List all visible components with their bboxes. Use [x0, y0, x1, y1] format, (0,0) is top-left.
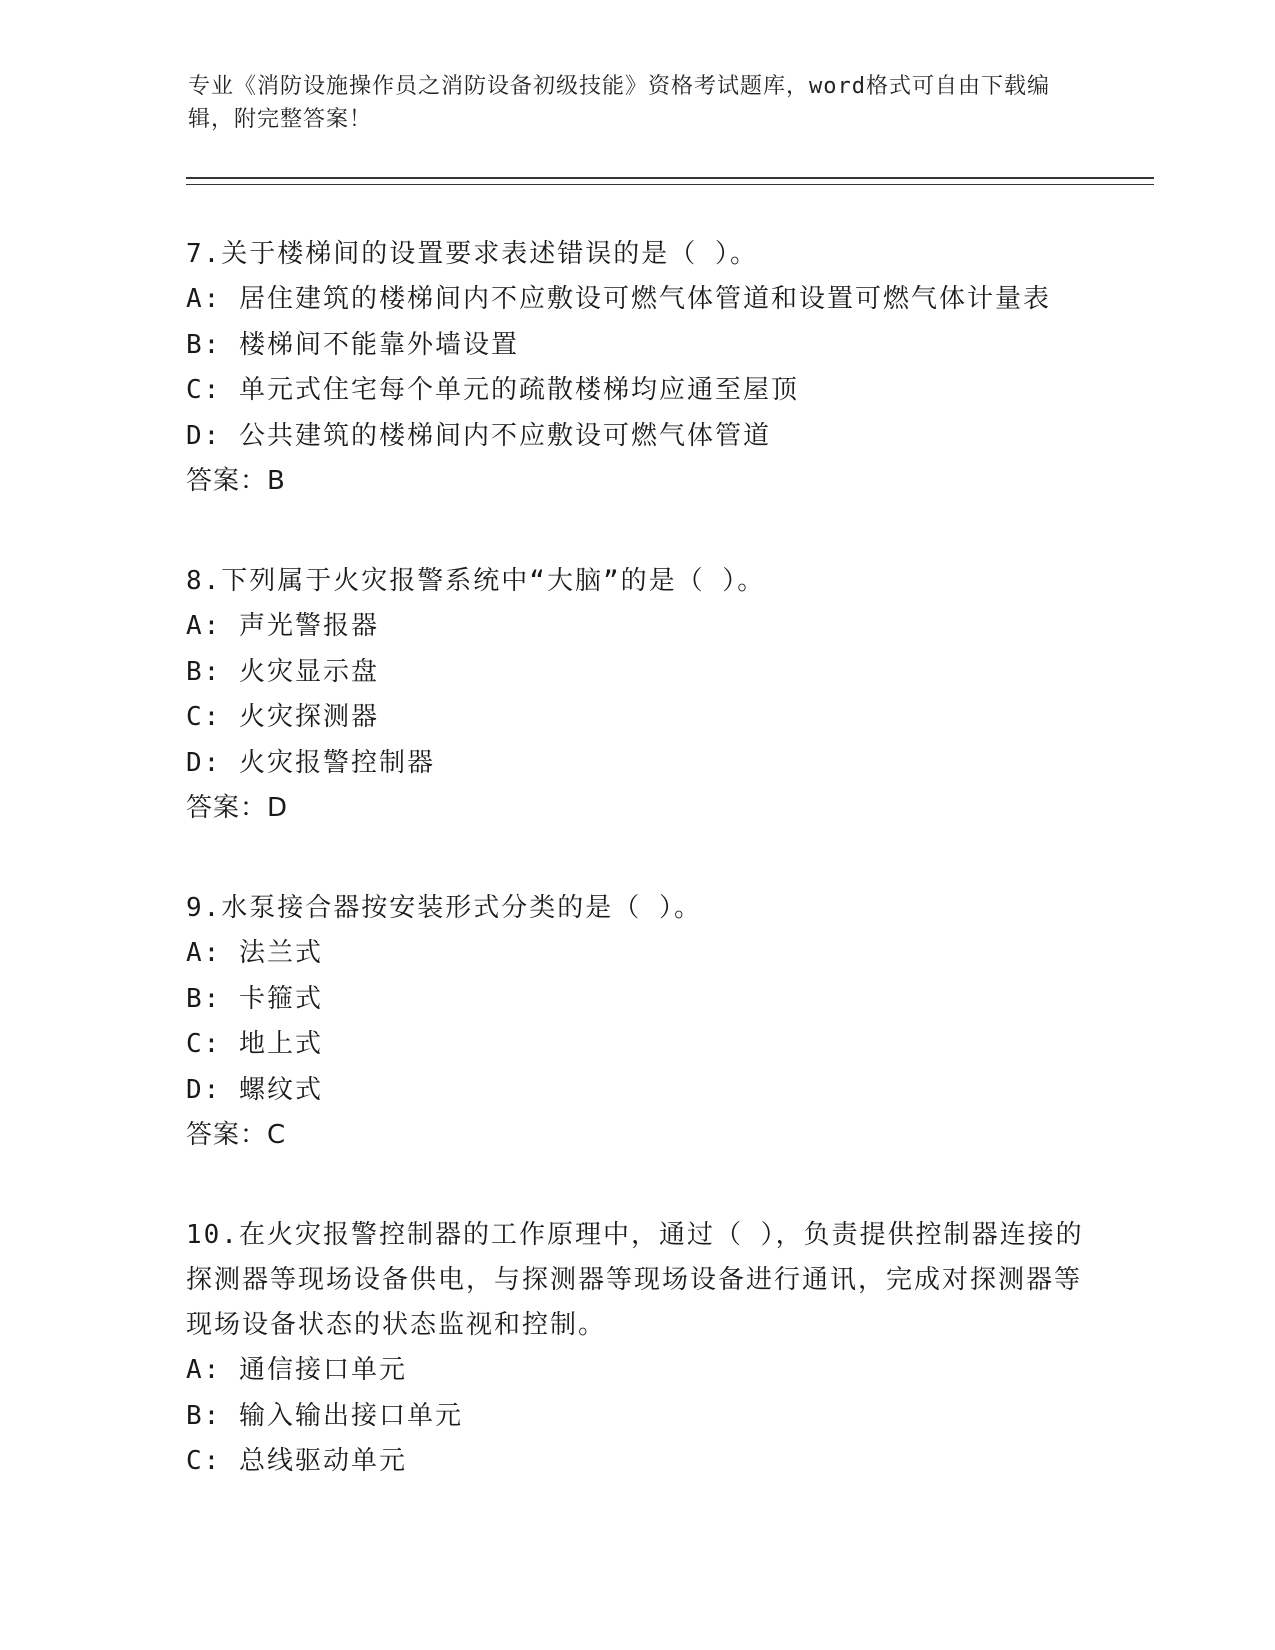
question-stem: 7.关于楼梯间的设置要求表述错误的是（ ）。: [186, 239, 758, 269]
answer-line: 答案：C: [186, 1120, 287, 1150]
question-list: [186, 232, 1086, 1540]
option-c: C: 地上式: [186, 1029, 323, 1059]
question-stem: 10.在火灾报警控制器的工作原理中，通过（ ），负责提供控制器连接的探测器等现场设备供电，与探测器等现场设备进行通讯，完成对探测器等现场设备状态的状态监视和控制。: [186, 1220, 1084, 1340]
answer-line: 答案：D: [186, 793, 289, 823]
option-d: D: 火灾报警控制器: [186, 747, 435, 778]
question-stem: 8.下列属于火灾报警系统中“大脑”的是（ ）。: [186, 566, 766, 596]
option-a: A: 声光警报器: [186, 611, 379, 641]
question-7: [186, 232, 1086, 504]
header-divider: [186, 177, 1154, 185]
option-b: B: 楼梯间不能靠外墙设置: [186, 329, 519, 360]
option-c: C: 火灾探测器: [186, 702, 379, 732]
option-d: D: 公共建筑的楼梯间内不应敷设可燃气体管道: [186, 420, 771, 451]
option-b: B: 火灾显示盘: [186, 656, 379, 687]
question-8: [186, 559, 1086, 831]
option-a: A: 居住建筑的楼梯间内不应敷设可燃气体管道和设置可燃气体计量表: [186, 284, 1051, 314]
answer-line: 答案：B: [186, 466, 286, 496]
document-header: 专业《消防设施操作员之消防设备初级技能》资格考试题库，word格式可自由下载编辑，附完整答案！: [188, 74, 1050, 132]
question-10: [186, 1213, 1086, 1485]
option-c: C: 单元式住宅每个单元的疏散楼梯均应通至屋顶: [186, 375, 799, 405]
option-d: D: 螺纹式: [186, 1074, 323, 1105]
option-a: A: 通信接口单元: [186, 1355, 407, 1385]
question-stem: 9.水泵接合器按安装形式分类的是（ ）。: [186, 893, 702, 923]
option-c: C: 总线驱动单元: [186, 1446, 407, 1476]
question-9: [186, 886, 1086, 1158]
option-b: B: 输入输出接口单元: [186, 1400, 463, 1431]
option-a: A: 法兰式: [186, 938, 323, 968]
option-b: B: 卡箍式: [186, 983, 323, 1014]
